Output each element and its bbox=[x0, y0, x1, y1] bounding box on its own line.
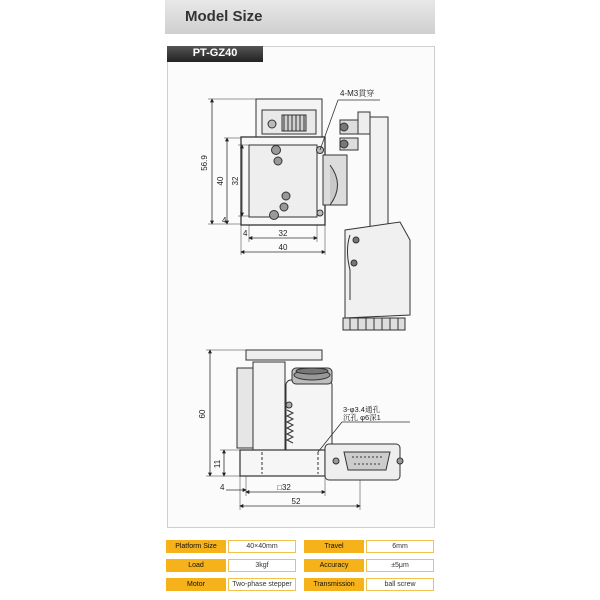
spec-key-platform-size: Platform Size bbox=[166, 540, 226, 553]
spec-value-transmission: ball screw bbox=[366, 578, 434, 591]
spec-value-motor: Two-phase stepper bbox=[228, 578, 296, 591]
side-view bbox=[206, 350, 410, 510]
dim-side-overall-width: 52 bbox=[291, 497, 301, 506]
dim-top-hole-pitch-h: 32 bbox=[278, 229, 288, 238]
side-callout-line2: 沉孔 φ6深1 bbox=[343, 413, 381, 422]
top-callout: 4-M3貫穿 bbox=[340, 89, 375, 98]
dim-top-edge-offset-h: 4 bbox=[243, 229, 248, 238]
dim-top-edge-offset-v: 4 bbox=[222, 216, 227, 225]
section-title: Model Size bbox=[185, 8, 263, 25]
spec-key-accuracy: Accuracy bbox=[304, 559, 364, 572]
spec-value-load: 3kgf bbox=[228, 559, 296, 572]
dim-side-edge-offset: 4 bbox=[220, 483, 225, 492]
dim-side-square: □32 bbox=[277, 483, 291, 492]
spec-value-accuracy: ±5μm bbox=[366, 559, 434, 572]
model-label: PT-GZ40 bbox=[192, 47, 238, 59]
dim-top-hole-pitch-v: 32 bbox=[231, 176, 240, 186]
side-callout-line1: 3-φ3.4通孔 bbox=[343, 405, 380, 414]
spec-key-transmission: Transmission bbox=[304, 578, 364, 591]
spec-key-motor: Motor bbox=[166, 578, 226, 591]
dim-top-body-width: 40 bbox=[278, 243, 288, 252]
dim-side-base-height: 11 bbox=[213, 459, 222, 469]
spec-value-platform-size: 40×40mm bbox=[228, 540, 296, 553]
spec-value-travel: 6mm bbox=[366, 540, 434, 553]
top-view bbox=[208, 99, 410, 330]
spec-key-load: Load bbox=[166, 559, 226, 572]
spec-key-travel: Travel bbox=[304, 540, 364, 553]
spec-table bbox=[166, 540, 434, 594]
dim-top-body-height: 40 bbox=[216, 176, 225, 186]
dim-top-overall-height: 56.9 bbox=[200, 155, 209, 171]
dim-side-overall-height: 60 bbox=[198, 409, 207, 419]
